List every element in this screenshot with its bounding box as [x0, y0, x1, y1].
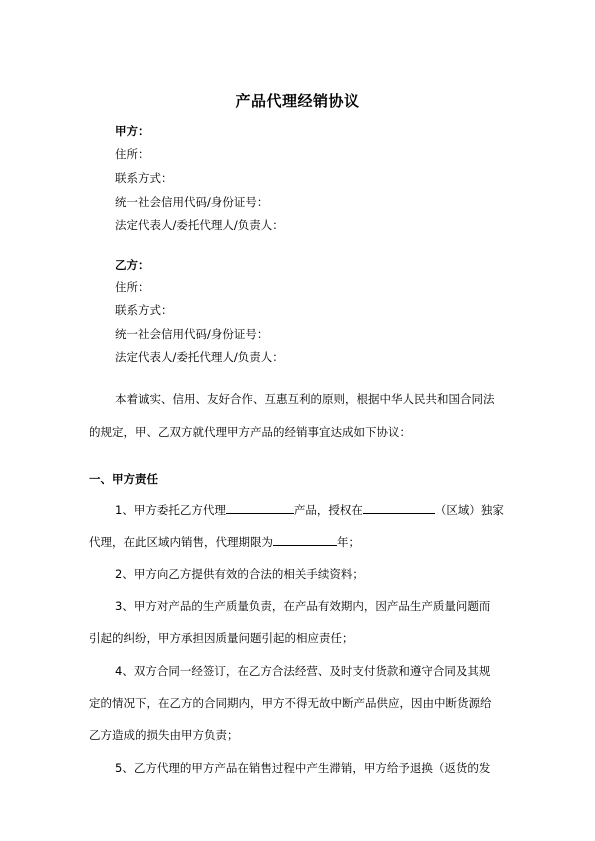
page-title: 产品代理经销协议 [235, 92, 360, 110]
preamble-line-2: 的规定，甲、乙双方就代理甲方产品的经销事宜达成如下协议： [89, 425, 411, 439]
party-b-representative: 法定代表人/委托代理人/负责人： [115, 350, 284, 364]
party-a-contact: 联系方式： [115, 171, 173, 185]
party-b-contact: 联系方式： [115, 303, 173, 317]
item-1-text-e: 年； [337, 535, 360, 549]
party-a-credit-code: 统一社会信用代码/身份证号： [115, 195, 269, 209]
party-a-label: 甲方： [115, 124, 150, 138]
item-1-text-b: 产品，授权在 [293, 503, 363, 517]
item-1-line-2 [89, 533, 360, 550]
preamble-line-1: 本着诚实、信用、友好合作、互惠互利的原则，根据中华人民共和国合同法 [115, 392, 495, 406]
blank-field-term [273, 533, 337, 546]
party-b-address: 住所： [115, 280, 150, 294]
blank-field-region [363, 501, 435, 514]
party-a-representative: 法定代表人/委托代理人/负责人： [115, 218, 284, 232]
party-a-address: 住所： [115, 147, 150, 161]
item-2: 2、甲方向乙方提供有效的合法的相关手续资料； [115, 567, 364, 581]
item-1-text-c: （区域）独家 [434, 503, 504, 517]
party-b-credit-code: 统一社会信用代码/身份证号： [115, 327, 269, 341]
item-1-text-d: 代理，在此区域内销售，代理期限为 [89, 535, 273, 549]
item-1-text-a: 1、甲方委托乙方代理 [115, 503, 226, 517]
item-1-line-1 [115, 501, 504, 518]
blank-field-product [226, 501, 294, 514]
item-4-line-2: 定的情况下，在乙方的合同期内，甲方不得无故中断产品供应，因由中断货源给 [89, 696, 492, 710]
section-heading: 一、甲方责任 [89, 472, 158, 486]
item-5-line-1: 5、乙方代理的甲方产品在销售过程中产生滞销，甲方给予退换（返货的发 [115, 761, 491, 775]
item-4-line-1: 4、双方合同一经签订，在乙方合法经营、及时支付货款和遵守合同及其规 [115, 664, 491, 678]
item-3-line-1: 3、甲方对产品的生产质量负责，在产品有效期内，因产品生产质量问题而 [115, 599, 491, 613]
party-b-label: 乙方： [115, 258, 150, 272]
item-4-line-3: 乙方造成的损失由甲方负责； [89, 728, 239, 742]
item-3-line-2: 引起的纠纷，甲方承担因质量问题引起的相应责任； [89, 631, 354, 645]
